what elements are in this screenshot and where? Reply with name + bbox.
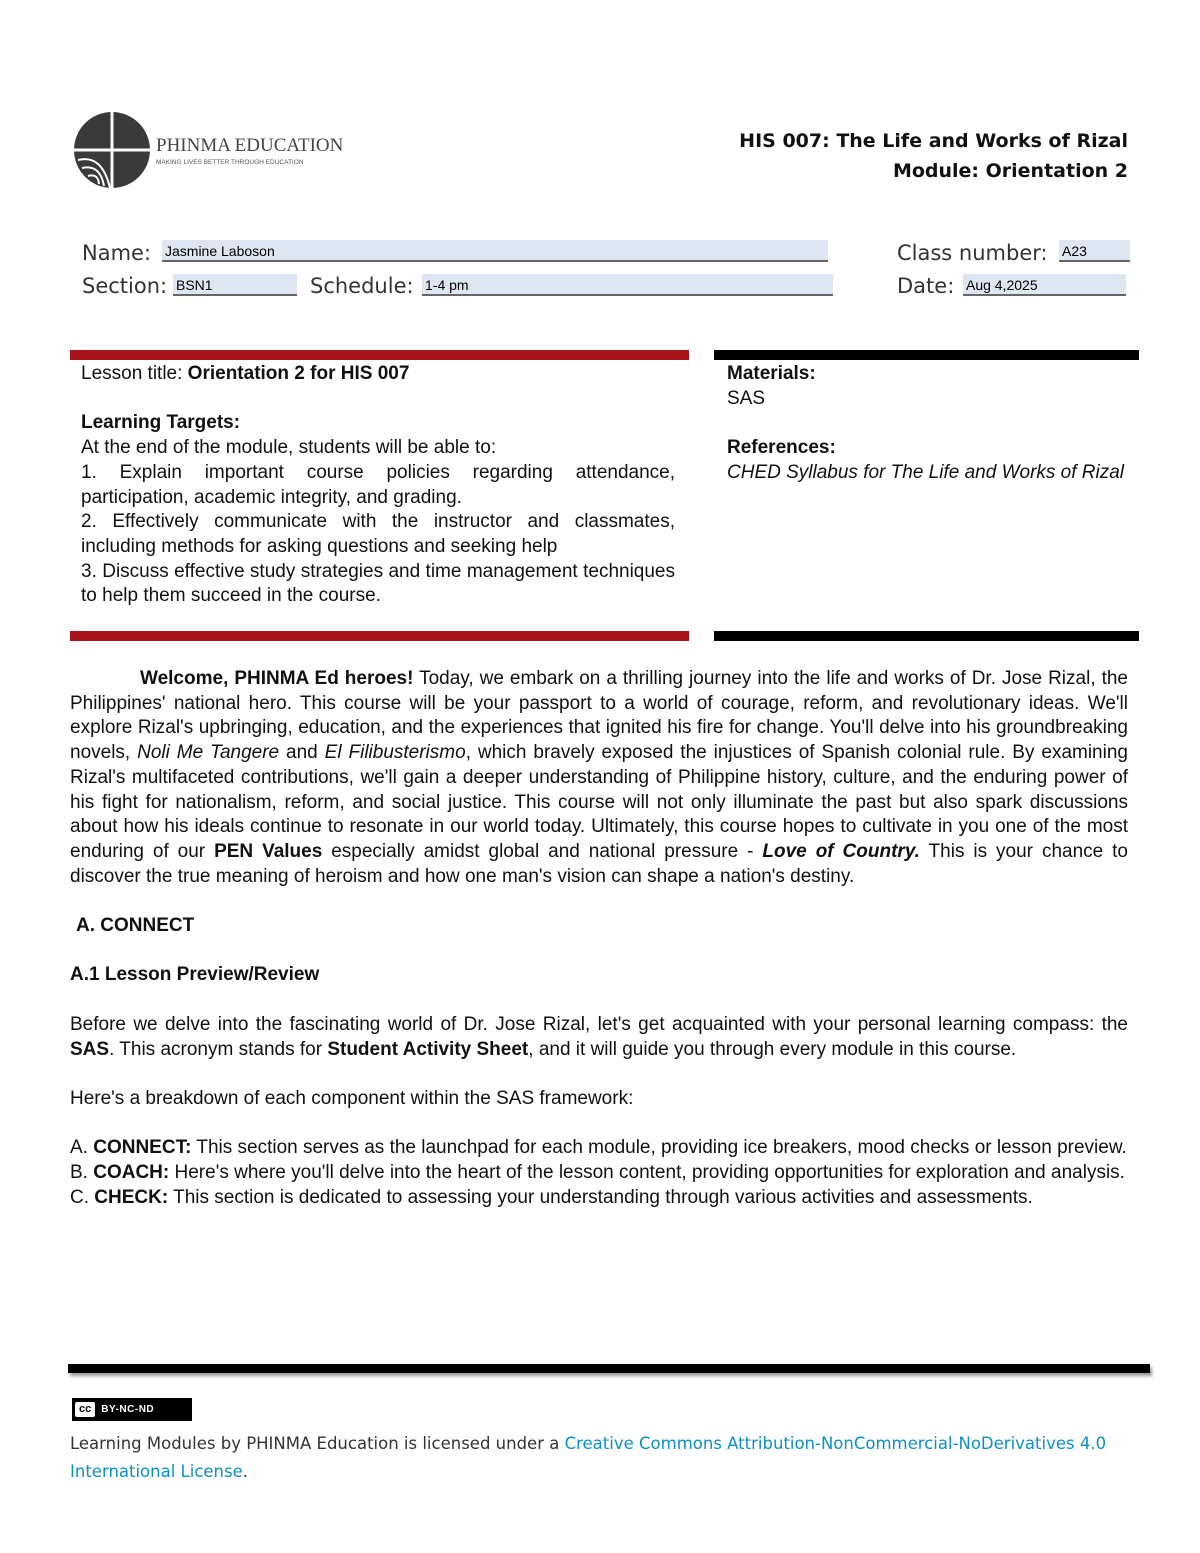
target-item: 1. Explain important course policies regarding attendance, participation, academic integrity, and grading. [81, 461, 675, 508]
references-value: CHED Syllabus for The Life and Works of Rizal [727, 461, 1125, 483]
connect-heading: A. CONNECT [76, 915, 195, 937]
cc-icon: cc [75, 1402, 95, 1417]
lesson-bottom-bar [70, 631, 689, 641]
sas-intro-paragraph: Before we delve into the fascinating world of Dr. Jose Rizal, let's get acquainted with your personal learning compass: the SAS. This acronym stands for Student Activity Sheet, and it will guide you through every module in this course. [70, 1013, 1128, 1060]
target-item: 2. Effectively communicate with the instructor and classmates, including methods for asking questions and seeking help [81, 511, 675, 557]
phinma-logo-mark [72, 110, 342, 194]
lesson-title: Orientation 2 for HIS 007 [187, 363, 410, 384]
section-field[interactable]: BSN1 [173, 274, 297, 296]
license-link[interactable]: Creative Commons Attribution-NonCommercial-NoDerivatives 4.0 International License [70, 1434, 1107, 1481]
footer-bar [68, 1364, 1150, 1373]
logo-tagline: MAKING LIVES BETTER THROUGH EDUCATION [156, 159, 304, 166]
materials-heading: Materials: [727, 363, 816, 384]
class-number-field[interactable]: A23 [1059, 240, 1130, 262]
materials-column [727, 362, 1127, 486]
love-of-country: Love of Country. [762, 840, 920, 862]
sas-term: SAS [70, 1038, 110, 1060]
module-body [70, 667, 1128, 1210]
component-coach: B. COACH: Here's where you'll delve into the heart of the lesson content, providing opportunities for exploration and analysis. [70, 1161, 1125, 1183]
targets-intro: At the end of the module, students will be able to: [81, 437, 497, 459]
date-field[interactable]: Aug 4,2025 [963, 274, 1126, 296]
component-connect: A. CONNECT: This section serves as the launchpad for each module, providing ice breakers, mood checks or lesson preview. [70, 1137, 1127, 1159]
cc-terms: BY-NC-ND [101, 1404, 155, 1415]
lesson-top-bar [70, 350, 689, 360]
course-title: HIS 007: The Life and Works of Rizal [739, 130, 1128, 152]
sas-full-term: Student Activity Sheet [327, 1038, 529, 1060]
lesson-title-label: Lesson title: [81, 363, 188, 384]
target-item: 3. Discuss effective study strategies and time management techniques to help them succeed in the course. [81, 560, 675, 607]
materials-top-bar [714, 350, 1139, 360]
date-label: Date: [897, 274, 955, 298]
cc-license-badge[interactable] [72, 1398, 192, 1421]
lesson-column [81, 362, 675, 609]
class-number-label: Class number: [897, 241, 1048, 265]
module-title: Module: Orientation 2 [892, 160, 1128, 182]
materials-value: SAS [727, 387, 766, 409]
novel-fili: El Filibusterismo [324, 742, 466, 764]
license-text: Learning Modules by PHINMA Education is licensed under a Creative Commons Attribution-NonCommercial-NoDerivatives 4.0 International License. [70, 1434, 1107, 1481]
intro-greeting: Welcome, PHINMA Ed heroes! [140, 668, 414, 689]
logo-name: PHINMA EDUCATION [156, 135, 342, 156]
schedule-label: Schedule: [310, 274, 414, 298]
section-label: Section: [82, 274, 168, 298]
materials-bottom-bar [714, 631, 1139, 641]
schedule-field[interactable]: 1-4 pm [422, 274, 833, 296]
intro-paragraph: Welcome, PHINMA Ed heroes! Today, we embark on a thrilling journey into the life and works of Dr. Jose Rizal, the Philippines' national hero. This course will be your passport to a world of courage, reform, and revolutionary ideas. We'll explore Rizal's upbringing, education, and the experiences that ignited his fire for change. You'll delve into his groundbreaking novels, Noli Me Tangere and El Filibusterismo, which bravely exposed the injustices of Spanish colonial rule. By examining Rizal's multifaceted contributions, we'll gain a deeper understanding of Philippine history, culture, and the enduring power of his fight for nationalism, reform, and social justice. This course will not only illuminate the past but also spark discussions about how his ideals continue to resonate in our world today. Ultimately, this course hopes to cultivate in you one of the most enduring of our PEN Values especially amidst global and national pressure - Love of Country. This is your chance to discover the true meaning of heroism and how one man's vision can shape a nation's destiny. [70, 668, 1128, 887]
learning-targets-heading: Learning Targets: [81, 412, 241, 434]
lesson-preview-heading: A.1 Lesson Preview/Review [70, 964, 320, 986]
phinma-logo [72, 110, 342, 194]
novel-noli: Noli Me Tangere [137, 742, 280, 764]
pen-values: PEN Values [214, 840, 323, 862]
name-label: Name: [82, 241, 152, 265]
lesson-title-line [81, 362, 675, 387]
references-heading: References: [727, 437, 836, 459]
name-field[interactable]: Jasmine Laboson [162, 240, 828, 262]
component-check: C. CHECK: This section is dedicated to assessing your understanding through various activities and assessments. [70, 1186, 1033, 1208]
sas-breakdown-intro: Here's a breakdown of each component within the SAS framework: [70, 1087, 634, 1109]
